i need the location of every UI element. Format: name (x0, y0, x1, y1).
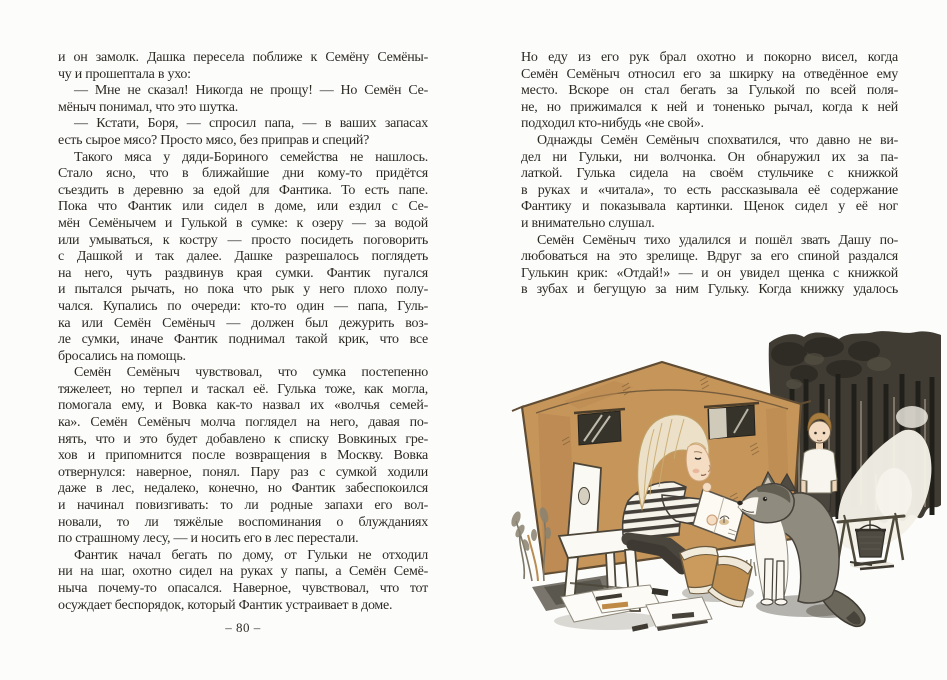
page-number: – 80 – (225, 620, 261, 635)
text-line: мёныч понимал, что это шутка. (58, 99, 238, 115)
paragraph (521, 50, 898, 133)
girl-hand (707, 515, 717, 525)
dog-eye (763, 497, 767, 501)
text-line: даже в лес, недалеко, конечно, но Фантик забеспокоился (58, 481, 428, 497)
text-line: Но еду из его рук брал охотно и покорно висел, когда (521, 50, 898, 65)
text-line: на него, чуть раздвинув края сумки. Фантик пугался (58, 265, 428, 281)
text-line: нять, что и это будет добавлено к списку Вовкиных гре- (58, 431, 428, 447)
text-line: подходил кто-нибудь «не свой». (521, 116, 704, 132)
right-page-text (521, 50, 898, 299)
text-line: Семён Семёныч относил его за шкирку на отведённое ему (521, 66, 898, 82)
text-line: и начинал повизгивать: то ли родные запахи его вол- (58, 498, 428, 514)
text-line: Такого мяса у дяди-Бориного семейства не нашлось. (74, 149, 428, 165)
paragraph (58, 83, 428, 116)
dog-nose (737, 501, 743, 505)
text-line: и внимательно слушал. (521, 215, 655, 231)
text-line: и он замолк. Дашка пересела поближе к Семёну Семёны- (58, 50, 428, 65)
text-line: — Кстати, Боря, — спросил папа, — в ваших запасах (74, 116, 428, 132)
text-line: чу и прошептала в ухо: (58, 66, 191, 82)
text-line: хов и припомнится после возвращения в Москву. Вовка (58, 448, 428, 464)
text-line: тяжелеет, но терпел и таскал её. Гулька тоже, как могла, (58, 381, 428, 397)
text-line: осуждает беспорядок, который Фантик устраивает в доме. (58, 597, 393, 613)
paragraph (58, 116, 428, 149)
boy-face (809, 421, 831, 443)
text-line: в зубах и бегущую за ним Гульку. Когда книжку удалось (521, 282, 898, 298)
text-line: дел ни Гульки, ни волчонка. Он обнаружил их за па- (521, 149, 898, 165)
text-line: чался. Купались по очереди: кто-то один — папа, Гуль- (58, 298, 428, 314)
paragraph (521, 233, 898, 299)
text-line: Пока что Фантик или сидел в доме, или ездил с Се- (58, 199, 428, 215)
text-line: ни на шаг, охотно сидел на руках у папы, а Семён Семё- (58, 564, 428, 580)
text-line: ныча почему-то опасался. Наверное, чувствовал, что тот (58, 581, 428, 596)
text-line: с Дашкой и так далее. Дашке разрешалось поглядеть (58, 249, 428, 265)
paragraph (58, 50, 428, 83)
text-line: мён Семёнычем и Гулькой в сумке: к озеру — за водой (58, 215, 428, 231)
text-line: место. Вскоре он стал бегать за Гулькой по всей поля- (521, 83, 898, 99)
text-line: Однажды Семён Семёныч спохватился, что давно не ви- (537, 132, 898, 148)
illustration (504, 329, 941, 661)
text-line: помогала ему, и Вовка как-то назвал их «волчья семей- (58, 398, 428, 414)
text-line: Гулькин крик: «Отдай!» — и он увидел щенка с книжкой (521, 265, 898, 281)
text-line: съездить в деревню за едой для Фантика. То есть папе. (58, 182, 428, 198)
text-line: в руках и «читала», то есть рассказывала её содержание (521, 182, 898, 198)
paragraph (58, 365, 428, 548)
text-line: латкой. Гулька сидела на своём стульчике с книжкой (521, 166, 898, 182)
text-line: новали, то ли тяжёлые воспоминания о блужданиях (58, 514, 428, 530)
left-page-text (58, 50, 428, 614)
text-line: — Мне не сказал! Никогда не прощу! — Но Семён Се- (74, 83, 428, 99)
paragraph (58, 548, 428, 614)
text-line: Семён Семёныч тихо удалился и пошёл звать Дашу по- (537, 232, 898, 248)
text-line: ка или Семён Семёныч — должен был дежурить воз- (58, 315, 428, 331)
text-line: любоваться на это зрелище. Вдруг за его спиной раздался (521, 249, 898, 265)
tent-window-left (574, 409, 625, 445)
paragraph (521, 133, 898, 233)
paragraph (58, 150, 428, 366)
text-line: и пытался рычать, но пока что рык у него плохо полу- (58, 282, 428, 298)
text-line: не, но прижимался к ней и тоненько рычал, когда к ней (521, 99, 898, 115)
text-line: бросались на помощь. (58, 348, 186, 364)
text-line: по страшному лесу, — и носить его в лес перестали. (58, 531, 359, 547)
text-line: ка». Семён Семёныч молча поглядел на него, давая по- (58, 415, 428, 431)
girl-hand (703, 483, 712, 492)
text-line: Фантику и показывала картинки. Щенок сидел у её ног (521, 199, 898, 215)
tent-window-right (704, 403, 759, 439)
text-line: отвернулся: наверное, понял. Пару раз с сумкой ходили (58, 464, 428, 480)
text-line: ле сумки, иначе Фантик поднимал такой крик, что все (58, 332, 428, 348)
text-line: или умываться, к костру — просто посидеть поговорить (58, 232, 428, 248)
text-line: Стало ясно, что в ближайшие дни кому-то придётся (58, 166, 428, 182)
text-line: Семён Семёныч чувствовал, что сумка постепенно (74, 365, 428, 381)
text-line: есть сырое мясо? Просто мясо, без приправ и специй? (58, 132, 370, 148)
text-line: Фантик начал бегать по дому, от Гульки не отходил (74, 547, 428, 563)
cooking-pot (855, 525, 886, 557)
